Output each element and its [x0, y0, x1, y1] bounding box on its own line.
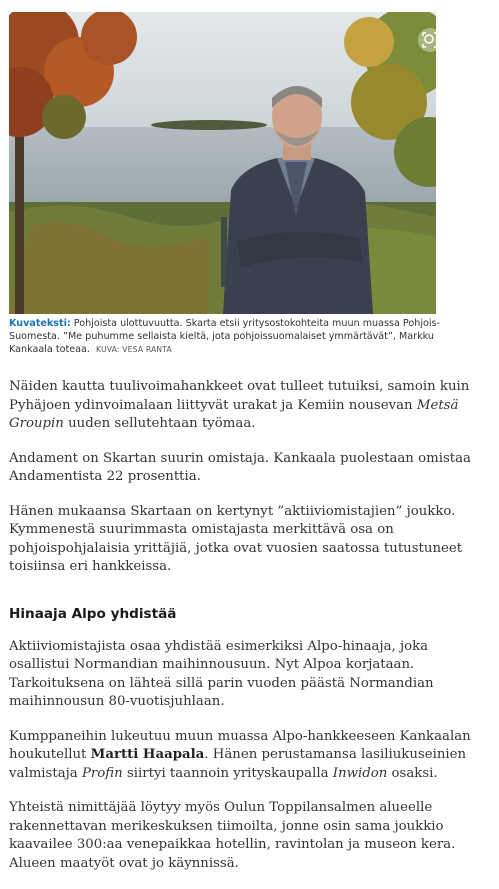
article-paragraph: Hänen mukaansa Skartaan on kertynyt ”aktiiviomistajien” joukko. Kymmenestä suurimmasta omistajasta merkittävä osa on pohjoispohjalaisia yrittäjiä, jotka ovat vuosien saatossa tutustuneet toisiinsa eri hankkeissa. [9, 503, 463, 574]
caption-label: Kuvateksti: [9, 318, 71, 329]
section-heading: Hinaaja Alpo yhdistää [9, 605, 177, 622]
article-paragraph: Yhteistä nimittäjää löytyy myös Oulun Toppilansalmen alueelle rakennettavan merikeskuksen tiimoilta, jonne osin sama joukkio kaavailee 300:aa venepaikkaa hotellin, ravintolan ja museon kera. Alueen maatyöt ovat jo käynnissä. [9, 800, 456, 871]
article-paragraph: Aktiiviomistajista osaa yhdistää esimerkiksi Alpo-hinaaja, joka osallistui Normandian maihinnousuun. Nyt Alpoa korjataan. Tarkoituksena on lähteä sillä parin vuoden päästä Normandian maihinnousun 80-vuotisjuhlaan. [9, 638, 434, 709]
article-body [9, 378, 471, 889]
article-paragraph: Kumppaneihin lukeutuu muun muassa Alpo-hankkeeseen Kankaalan houkutellut Martti Haapala. Hänen perustamansa lasiliukuseinien valmistaja Profin siirtyi taannoin yrityskaupalla Inwidon osaksi. [9, 728, 471, 781]
article-photo[interactable] [9, 12, 436, 314]
company-name: Profin [81, 765, 123, 781]
caption-text: Pohjoista ulottuvuutta. Skarta etsii yritysostokohteita muun muassa Pohjois-Suomesta. ”Me puhumme sellaista kieltä, jota pohjoissuomalaiset ymmärtävät”, Markku Kankaala toteaa. [9, 318, 440, 356]
expand-image-icon [422, 32, 436, 48]
company-name: Inwidon [332, 765, 388, 781]
person-name: Martti Haapala [90, 747, 205, 762]
company-name: Metsä Groupin [9, 397, 459, 431]
expand-image-button[interactable] [418, 28, 436, 52]
photo-illustration [9, 12, 436, 314]
article-paragraph: Andament on Skartan suurin omistaja. Kankaala puolestaan omistaa Andamentista 22 prosenttia. [9, 450, 471, 484]
article-paragraph: Näiden kautta tuulivoimahankkeet ovat tulleet tutuiksi, samoin kuin Pyhäjoen ydinvoimalaan liittyvät urakat ja Kemiin nousevan Metsä Groupin uuden sellutehtaan työmaa. [9, 379, 470, 431]
image-caption [9, 317, 449, 357]
photo-credit: KUVA: VESA RANTA [96, 345, 172, 355]
